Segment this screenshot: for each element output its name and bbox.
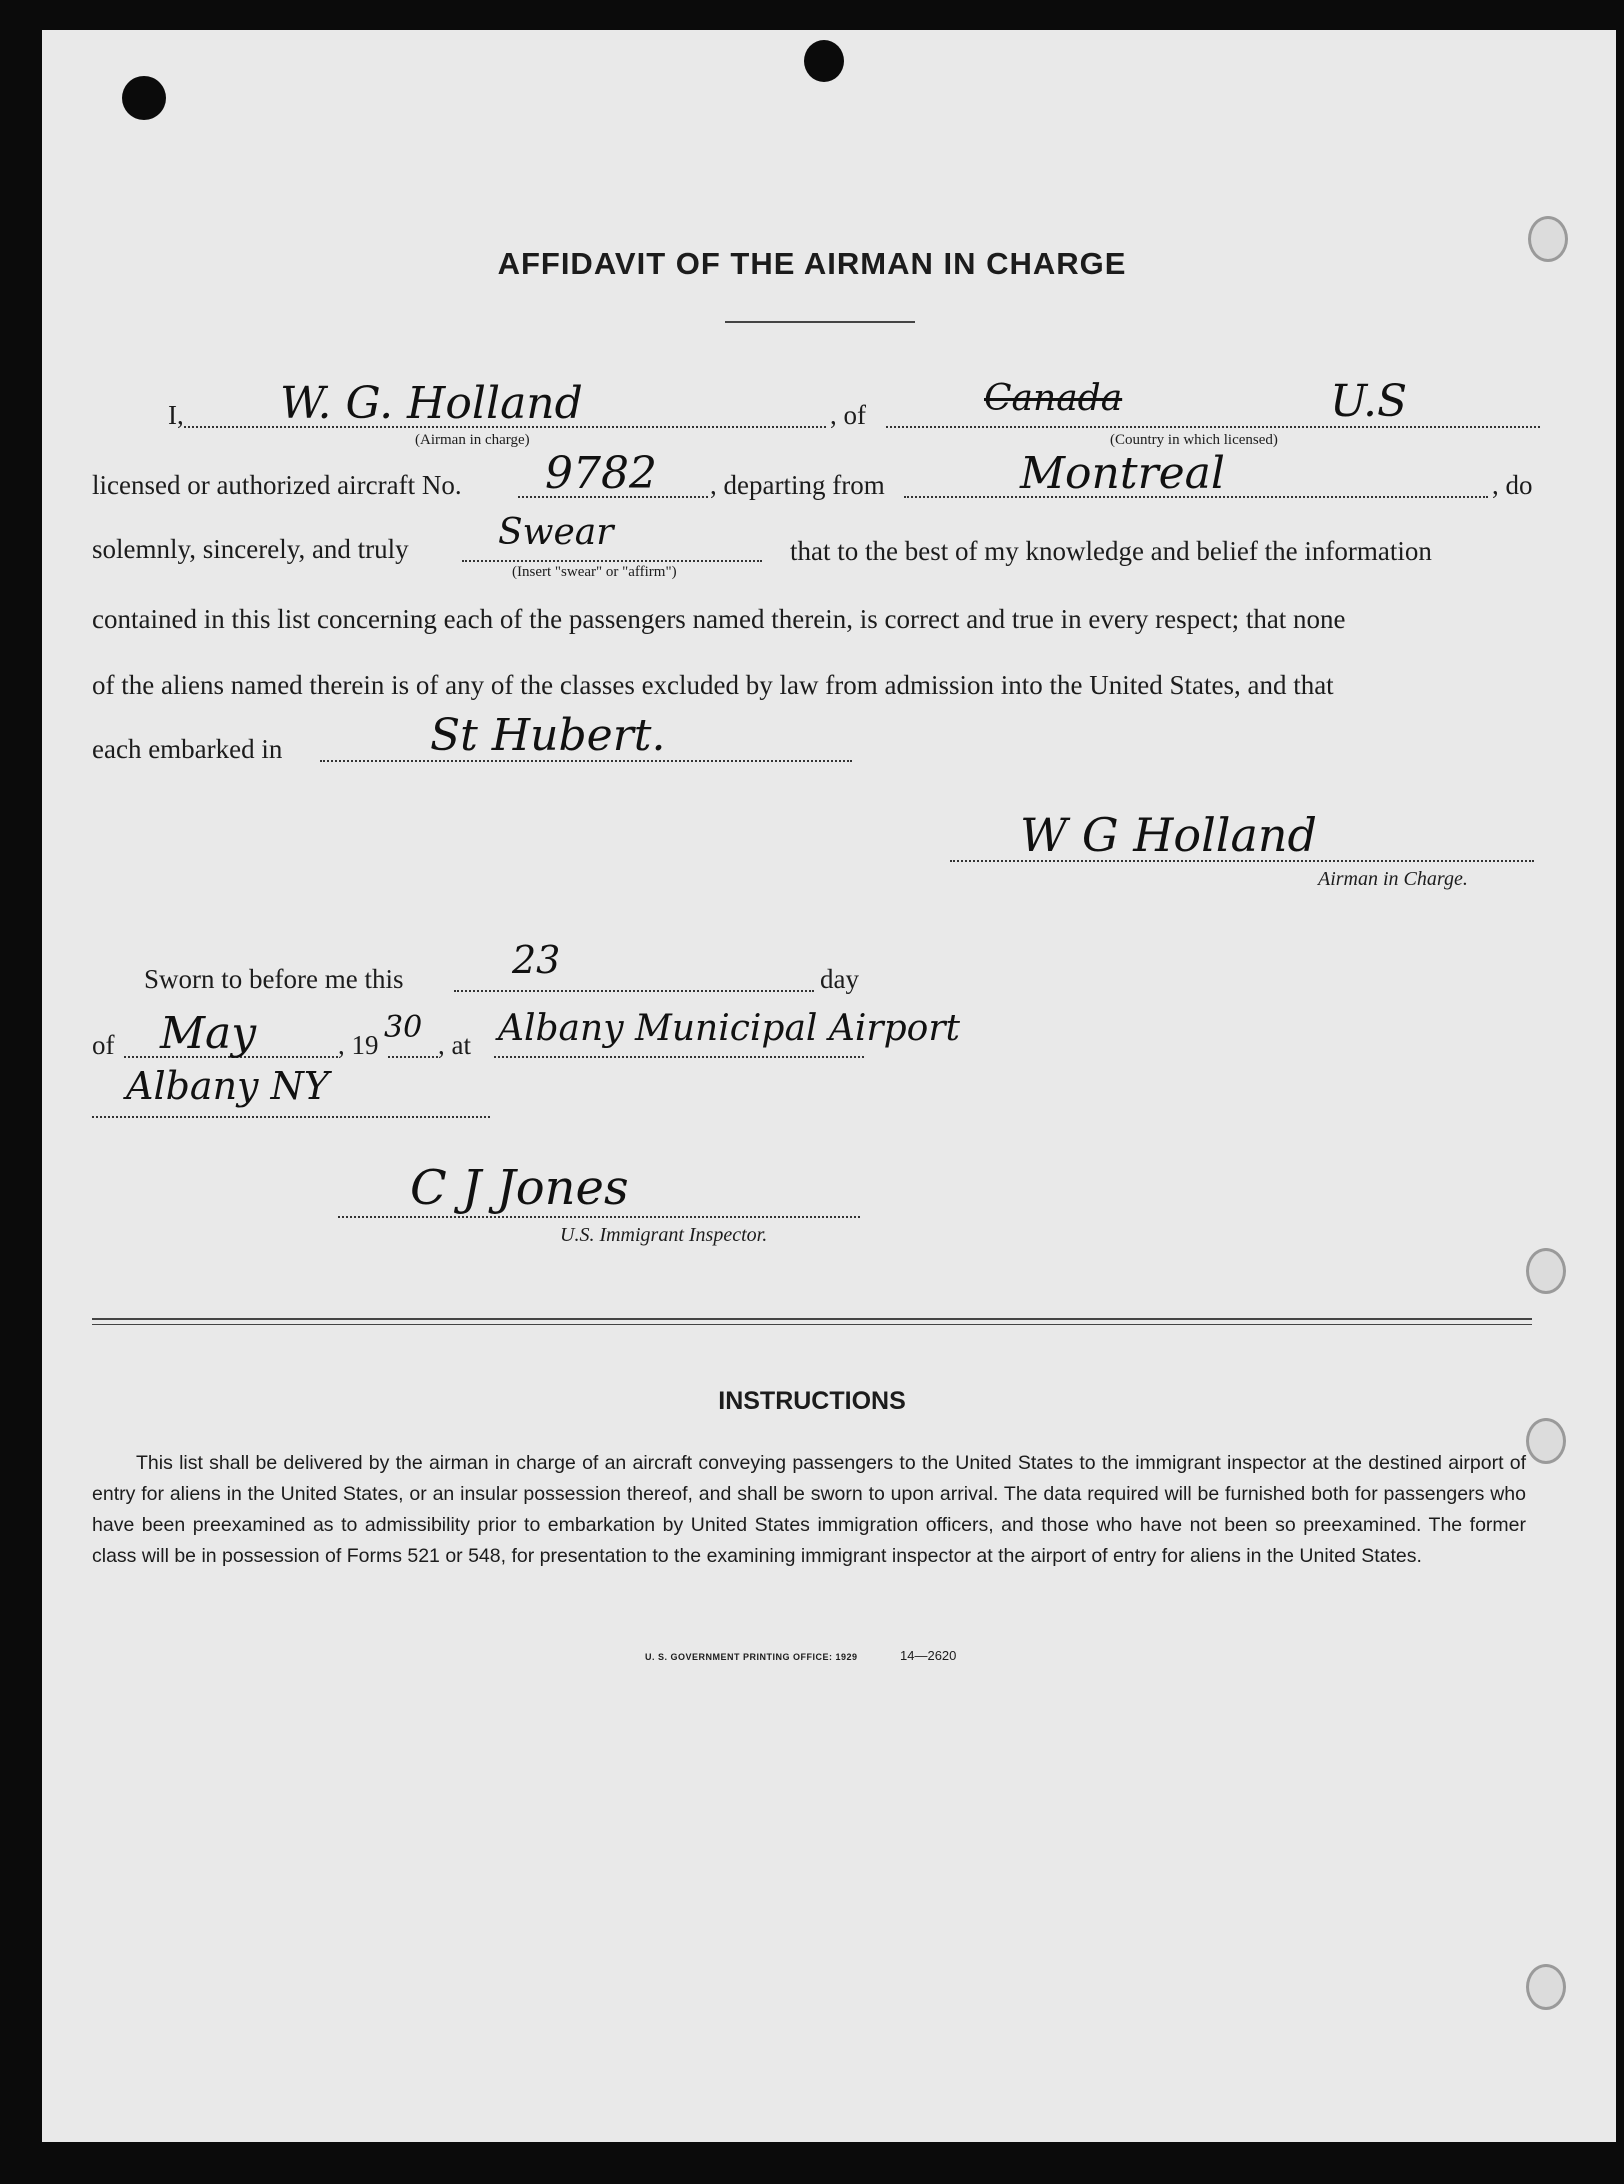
line4: contained in this list concerning each of the passengers named therein, is correct and true in every respect; that none xyxy=(92,604,1346,634)
punch-hole xyxy=(804,40,844,82)
form-number: 14—2620 xyxy=(900,1648,957,1663)
year-field xyxy=(388,1056,438,1058)
punch-hole xyxy=(1526,1418,1566,1464)
inspector-signature-handwritten: C J Jones xyxy=(410,1160,629,1216)
sworn-prefix: Sworn to before me this xyxy=(144,964,404,994)
inspector-label: U.S. Immigrant Inspector. xyxy=(560,1224,768,1246)
line5: of the aliens named therein is of any of the classes excluded by law from admission into the United States, and that xyxy=(92,670,1334,700)
oath-handwritten: Swear xyxy=(498,512,614,553)
country-struck-handwritten: Canada xyxy=(984,378,1123,419)
year-prefix: , 19 xyxy=(338,1030,379,1060)
page-title: AFFIDAVIT OF THE AIRMAN IN CHARGE xyxy=(497,246,1127,281)
line3-suffix: that to the best of my knowledge and belief the information xyxy=(790,536,1432,566)
title-rule xyxy=(725,321,915,323)
place-line1-handwritten: Albany Municipal Airport xyxy=(498,1008,960,1049)
punch-hole xyxy=(1526,1248,1566,1294)
sworn-day: day xyxy=(820,964,859,994)
line1-of: , of xyxy=(830,400,866,430)
airman-signature-handwritten: W G Holland xyxy=(1020,808,1318,862)
place-line2-handwritten: Albany NY xyxy=(126,1064,329,1108)
line6-prefix: each embarked in xyxy=(92,734,283,764)
embarked-handwritten: St Hubert. xyxy=(430,710,666,761)
place-field-1 xyxy=(494,1056,864,1058)
departing-handwritten: Montreal xyxy=(1020,448,1225,499)
section-divider xyxy=(92,1318,1532,1325)
place-field-2 xyxy=(92,1116,490,1118)
day-field xyxy=(454,990,814,992)
year-handwritten: 30 xyxy=(384,1010,423,1045)
punch-hole xyxy=(122,76,166,120)
line1-prefix: I, xyxy=(168,400,184,430)
day-handwritten: 23 xyxy=(512,938,561,982)
airman-name-handwritten: W. G. Holland xyxy=(280,378,583,429)
of-label: of xyxy=(92,1030,115,1060)
country-handwritten: U.S xyxy=(1330,376,1408,427)
at-label: , at xyxy=(438,1030,471,1060)
aircraft-no-handwritten: 9782 xyxy=(545,448,657,499)
punch-hole xyxy=(1526,1964,1566,2010)
line2-do: , do xyxy=(1492,470,1533,500)
country-caption: (Country in which licensed) xyxy=(1110,432,1278,448)
line2-departing: , departing from xyxy=(710,470,885,500)
printer-imprint: U. S. GOVERNMENT PRINTING OFFICE: 1929 xyxy=(645,1652,858,1662)
country-field xyxy=(886,426,1540,428)
swear-caption: (Insert "swear" or "affirm") xyxy=(512,564,677,580)
instructions-body: This list shall be delivered by the airman in charge of an aircraft conveying passengers to the United States to the immigrant inspector at the destined airport of entry for aliens in the United States, or an insular possession thereof, and shall be sworn to upon arrival. The data required will be furnished both for passengers who have been preexamined as to admissibility prior to embarkation by United States immigration officers, and those who have not been so preexamined. The former class will be in possession of Forms 521 or 548, for presentation to the examining immigrant inspector at the airport of entry for aliens in the United States. xyxy=(92,1452,1526,1567)
instructions-heading: INSTRUCTIONS xyxy=(718,1387,906,1415)
line3-prefix: solemnly, sincerely, and truly xyxy=(92,534,409,564)
oath-field xyxy=(462,560,762,562)
airman-signature-label: Airman in Charge. xyxy=(1318,868,1468,890)
airman-caption: (Airman in charge) xyxy=(415,432,530,448)
line2-prefix: licensed or authorized aircraft No. xyxy=(92,470,462,500)
inspector-signature-field xyxy=(338,1216,860,1218)
month-handwritten: May xyxy=(160,1008,257,1059)
